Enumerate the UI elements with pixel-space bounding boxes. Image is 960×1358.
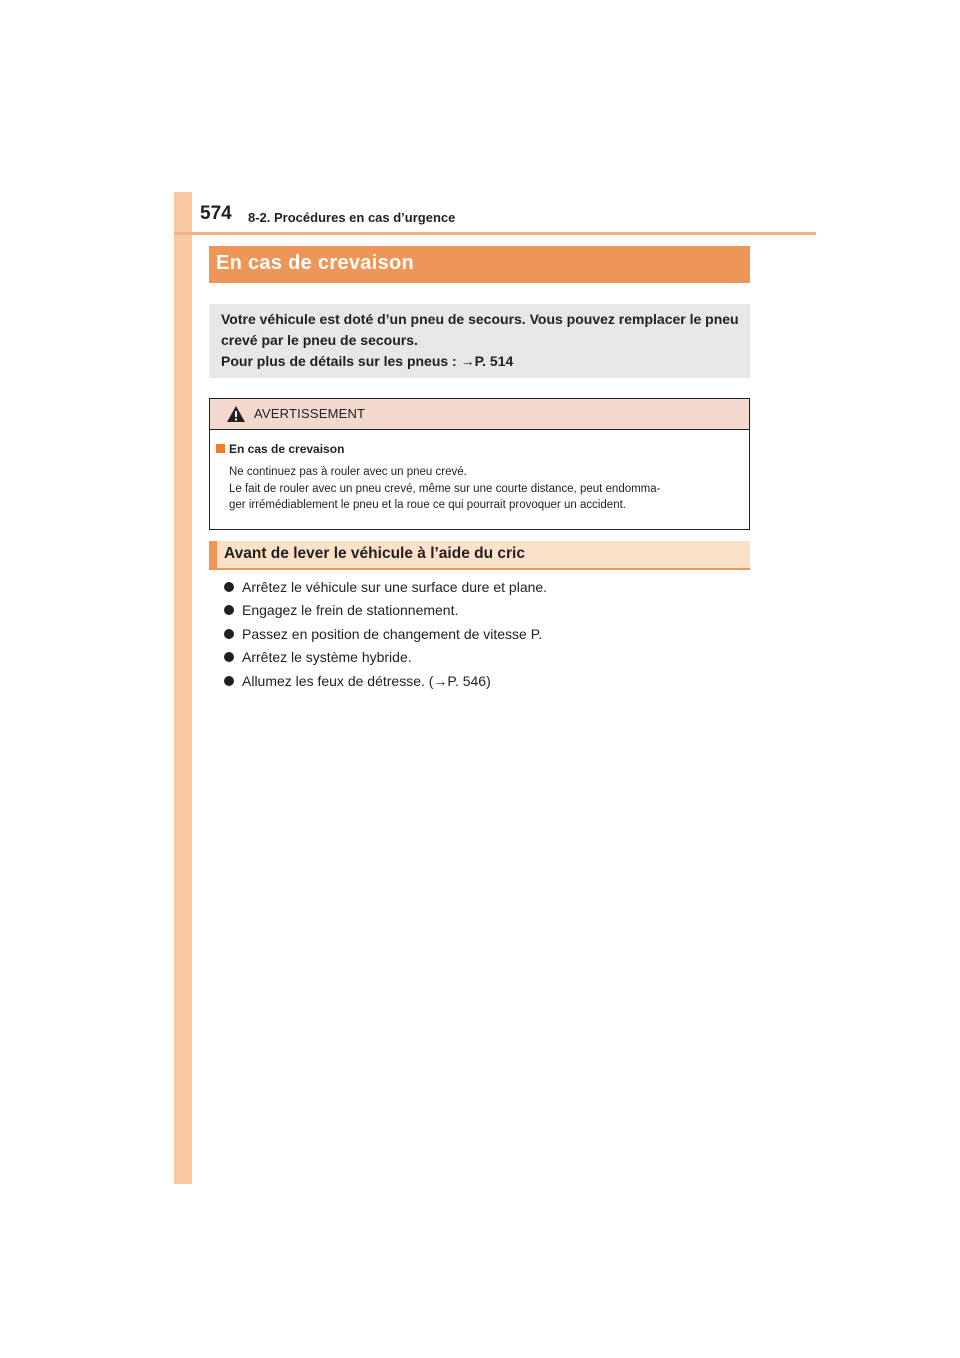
warning-triangle-icon: [226, 405, 246, 423]
list-item: [222, 576, 742, 599]
subsection-heading-bar: [209, 541, 750, 570]
bullet-dot-icon: [224, 629, 234, 639]
warning-line-2: Le fait de rouler avec un pneu crevé, même sur une courte distance, peut endomma-: [229, 482, 661, 495]
list-item: [222, 623, 742, 646]
warning-header: [210, 399, 749, 430]
warning-box: [209, 398, 750, 530]
steps-list: [222, 576, 742, 693]
intro-line-3: Pour plus de détails sur les pneus : →P. 514: [221, 353, 514, 369]
page-number: 574: [200, 203, 232, 224]
list-item: [222, 646, 742, 669]
warning-label: AVERTISSEMENT: [254, 406, 366, 421]
list-item: [222, 599, 742, 622]
page-title-bar: [209, 246, 750, 283]
side-tab-band: [174, 192, 192, 1184]
step-text: Arrêtez le véhicule sur une surface dure et plane.: [242, 579, 548, 595]
intro-box: [209, 304, 750, 378]
square-bullet-icon: [216, 444, 225, 453]
warning-line-3: ger irrémédiablement le pneu et la roue ce qui pourrait provoquer un accident.: [229, 499, 626, 511]
page-title: En cas de crevaison: [216, 252, 415, 274]
bullet-dot-icon: [224, 605, 234, 615]
step-text: Arrêtez le système hybride.: [242, 649, 412, 666]
warning-subheading: En cas de crevaison: [229, 442, 345, 456]
step-text: Allumez les feux de détresse. (→P. 546): [242, 672, 491, 689]
header-rule: [174, 232, 816, 235]
step-text: Passez en position de changement de vitesse P.: [242, 625, 543, 642]
subsection-title: Avant de lever le véhicule à l’aide du cric: [224, 545, 525, 562]
bullet-dot-icon: [224, 652, 234, 662]
intro-text: [221, 309, 743, 372]
warning-body: [229, 464, 741, 514]
list-item: [222, 670, 742, 693]
intro-line-2: crevé par le pneu de secours.: [221, 332, 418, 348]
step-text: Engagez le frein de stationnement.: [242, 602, 459, 619]
warning-line-1: Ne continuez pas à rouler avec un pneu crevé.: [229, 466, 467, 478]
section-breadcrumb: 8-2. Procédures en cas d’urgence: [248, 210, 456, 225]
intro-line-1: Votre véhicule est doté d’un pneu de secours. Vous pouvez remplacer le pneu: [221, 311, 739, 327]
bullet-dot-icon: [224, 676, 234, 686]
subsection-accent: [209, 541, 217, 568]
bullet-dot-icon: [224, 582, 234, 592]
